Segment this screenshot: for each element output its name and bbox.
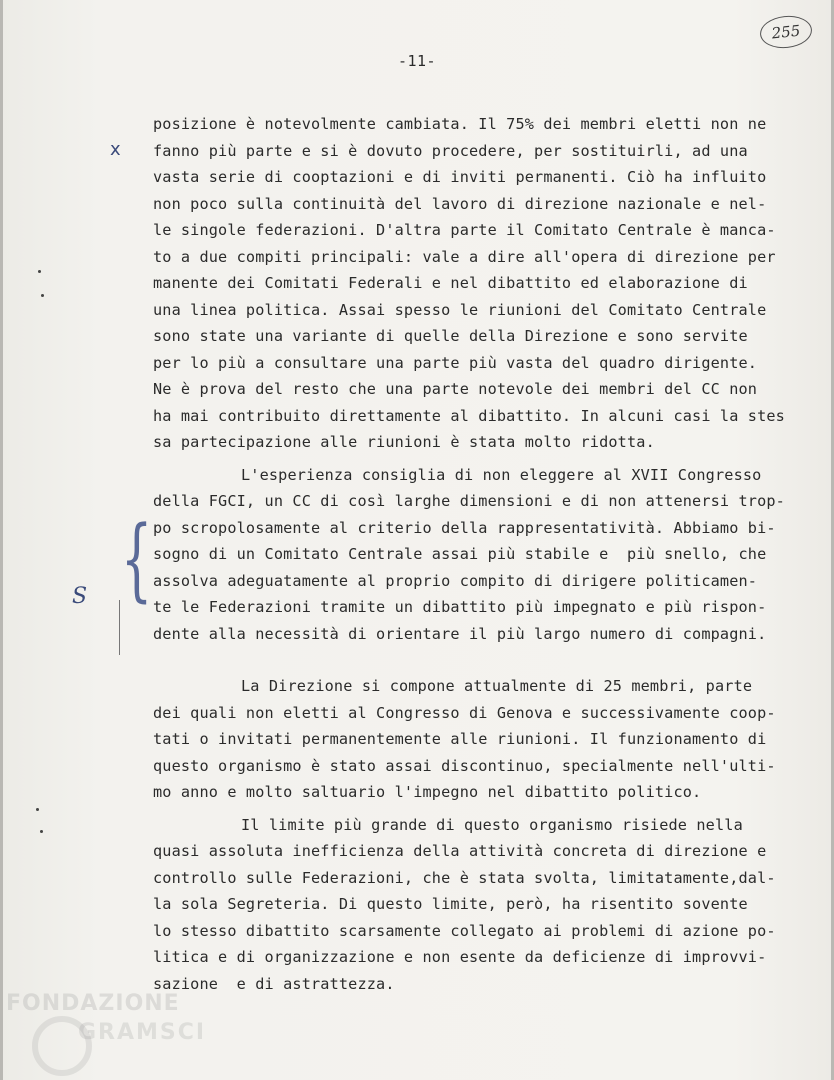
document-body xyxy=(153,111,813,997)
text-line: posizione è notevolmente cambiata. Il 75% dei membri eletti non ne xyxy=(153,115,767,133)
margin-brace-icon: { xyxy=(120,507,153,612)
paragraph-3 xyxy=(153,673,813,806)
text-line: quasi assoluta inefficienza della attività concreta di direzione e xyxy=(153,842,767,860)
text-line: sa partecipazione alle riunioni è stata molto ridotta. xyxy=(153,433,655,451)
margin-line xyxy=(119,600,120,655)
text-line: per lo più a consultare una parte più vasta del quadro dirigente. xyxy=(153,353,758,372)
text-line: della FGCI, un CC di così larghe dimensioni e di non attenersi trop- xyxy=(153,492,785,510)
margin-dot xyxy=(41,294,44,297)
text-line: te le Federazioni tramite un dibattito più impegnato e più rispon- xyxy=(153,598,767,616)
text-line: L'esperienza consiglia di non eleggere al XVII Congresso xyxy=(241,465,762,484)
text-line: sogno di un Comitato Centrale assai più stabile e più snello, che xyxy=(153,545,767,563)
paragraph-2 xyxy=(153,462,813,648)
margin-dot xyxy=(40,830,43,833)
page-edge-left xyxy=(0,0,3,1080)
archive-number-stamp: 255 xyxy=(758,13,813,50)
paragraph-4 xyxy=(153,812,813,998)
text-line: manente dei Comitati Federali e nel dibattito ed elaborazione di xyxy=(153,274,748,292)
text-line: controllo sulle Federazioni, che è stata svolta, limitatamente,dal- xyxy=(153,868,776,887)
text-line: una linea politica. Assai spesso le riunioni del Comitato Centrale xyxy=(153,300,767,319)
text-line: vasta serie di cooptazioni e di inviti permanenti. Ciò ha influito xyxy=(153,168,767,186)
margin-side-mark: S xyxy=(72,584,88,609)
text-line: Ne è prova del resto che una parte notevole dei membri del CC non xyxy=(153,380,758,398)
watermark-line-2: GRAMSCI xyxy=(78,1020,207,1045)
text-line: dei quali non eletti al Congresso di Genova e successivamente coop- xyxy=(153,703,776,722)
text-line: La Direzione si compone attualmente di 25 membri, parte xyxy=(241,677,753,695)
text-line: dente alla necessità di orientare il più largo numero di compagni. xyxy=(153,624,767,643)
text-line: fanno più parte e si è dovuto procedere, per sostituirli, ad una xyxy=(153,141,748,160)
text-line: tati o invitati permanentemente alle riunioni. Il funzionamento di xyxy=(153,730,767,748)
margin-cross-mark: x xyxy=(110,139,121,160)
text-line: ha mai contribuito direttamente al dibattito. In alcuni casi la stes xyxy=(153,406,785,425)
text-line: po scropolosamente al criterio della rappresentatività. Abbiamo bi- xyxy=(153,518,776,537)
text-line: la sola Segreteria. Di questo limite, però, ha risentito sovente xyxy=(153,895,748,913)
text-line: le singole federazioni. D'altra parte il Comitato Centrale è manca- xyxy=(153,221,776,239)
text-line: non poco sulla continuità del lavoro di direzione nazionale e nel- xyxy=(153,194,767,213)
text-line: litica e di organizzazione e non esente da deficienze di improvvi- xyxy=(153,948,767,966)
paragraph-1 xyxy=(153,111,813,456)
text-line: assolva adeguatamente al proprio compito di dirigere politicamen- xyxy=(153,571,758,590)
text-line: mo anno e molto saltuario l'impegno nel dibattito politico. xyxy=(153,783,702,801)
margin-dot xyxy=(38,270,41,273)
text-line: to a due compiti principali: vale a dire all'opera di direzione per xyxy=(153,247,776,266)
text-line: Il limite più grande di questo organismo risiede nella xyxy=(241,815,743,834)
watermark-line-1: FONDAZIONE xyxy=(6,991,180,1016)
page-number: -11- xyxy=(397,52,437,70)
margin-dot xyxy=(36,808,39,811)
text-line: lo stesso dibattito scarsamente collegato ai problemi di azione po- xyxy=(153,921,776,940)
text-line: sazione e di astrattezza. xyxy=(153,974,395,993)
text-line: questo organismo è stato assai discontinuo, specialmente nell'ulti- xyxy=(153,756,776,775)
text-line: sono state una variante di quelle della Direzione e sono servite xyxy=(153,327,748,345)
